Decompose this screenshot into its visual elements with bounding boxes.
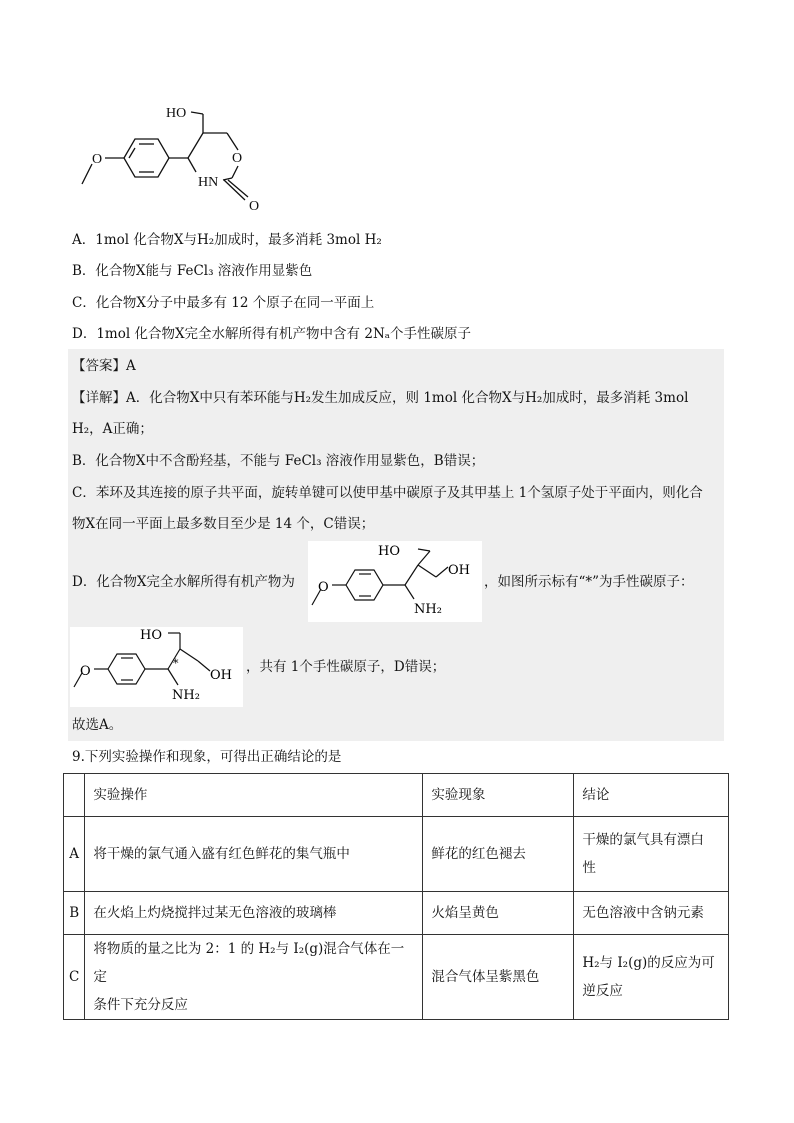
hn-label: HN	[198, 175, 219, 190]
question-9-stem: 9.下列实验操作和现象，可得出正确结论的是	[72, 749, 342, 765]
detail-line-6b: ，如图所示标有“*”为手性碳原子：	[484, 574, 694, 590]
chiral-oh-label: OH	[210, 668, 232, 683]
option-b: B．化合物X能与 FeCl₃ 溶液作用显紫色	[72, 263, 313, 279]
conclusion-line: 逆反应	[582, 983, 623, 999]
chiral-product-structure	[70, 627, 243, 707]
row-label: A	[64, 817, 85, 892]
phenomenon-cell: 混合气体呈紫黑色	[423, 935, 574, 1020]
detail-line-7: ，共有 1个手性碳原子，D错误；	[246, 659, 446, 675]
experiment-table	[63, 773, 729, 1020]
operation-line: 条件下充分反应	[93, 997, 188, 1013]
table-header-cell: 结论	[574, 774, 729, 817]
option-d: D．1mol 化合物X完全水解所得有机产物中含有 2Nₐ个手性碳原子	[72, 326, 471, 342]
option-a: A．1mol 化合物X与H₂加成时，最多消耗 3mol H₂	[72, 232, 382, 248]
operation-line: 将物质的量之比为 2：1 的 H₂与 I₂(g)混合气体在一定	[93, 941, 405, 985]
option-c: C．化合物X分子中最多有 12 个原子在同一平面上	[72, 295, 375, 311]
detail-line-4: C．苯环及其连接的原子共平面，旋转单键可以使甲基中碳原子及其甲基上 1个氢原子处于平面内，则化合	[72, 485, 703, 501]
product-ho-label: HO	[378, 544, 400, 559]
detail-line-3: B．化合物X中不含酚羟基，不能与 FeCl₃ 溶液作用显紫色，B错误；	[72, 453, 485, 469]
detail-line-6a: D．化合物X完全水解所得有机产物为	[72, 574, 295, 590]
table-row	[64, 935, 729, 1020]
phenomenon-cell: 火焰呈黄色	[423, 892, 574, 935]
conclusion-line: H₂与 I₂(g)的反应为可	[582, 955, 715, 971]
row-label: C	[64, 935, 85, 1020]
detail-line-2: H₂，A正确；	[72, 421, 153, 437]
row-label: B	[64, 892, 85, 935]
operation-cell	[85, 935, 423, 1020]
conclusion-cell	[574, 817, 729, 892]
conclusion-line: 干燥的氯气具有漂白	[582, 832, 704, 848]
methoxy-o-label: O	[92, 152, 103, 167]
conclusion-cell	[574, 935, 729, 1020]
table-row	[64, 817, 729, 892]
compound-x-structure	[72, 100, 272, 218]
table-header-cell: 实验操作	[85, 774, 423, 817]
answer-label: 【答案】A	[72, 358, 136, 374]
table-header-row	[64, 774, 729, 817]
hydrolysis-product-structure	[308, 541, 482, 622]
conclusion-cell: 无色溶液中含钠元素	[574, 892, 729, 935]
phenomenon-cell: 鲜花的红色褪去	[423, 817, 574, 892]
chiral-ho-label: HO	[140, 628, 162, 643]
operation-cell: 将干燥的氯气通入盛有红色鲜花的集气瓶中	[85, 817, 423, 892]
chiral-nh2-label: NH₂	[172, 688, 200, 703]
table-header-cell	[64, 774, 85, 817]
detail-line-8: 故选A。	[72, 717, 123, 733]
ho-label: HO	[166, 106, 187, 121]
operation-cell: 在火焰上灼烧搅拌过某无色溶液的玻璃棒	[85, 892, 423, 935]
chiral-star-label: *	[173, 657, 179, 670]
table-row	[64, 892, 729, 935]
product-nh2-label: NH₂	[414, 602, 442, 617]
chiral-o-label: O	[80, 664, 91, 679]
detail-line-5: 物X在同一平面上最多数目至少是 14 个，C错误；	[72, 516, 375, 532]
product-oh-label: OH	[448, 563, 470, 578]
carbonyl-o-label: O	[249, 199, 260, 214]
detail-line-1: 【详解】A．化合物X中只有苯环能与H₂发生加成反应，则 1mol 化合物X与H₂加成时，最多消耗 3mol	[72, 390, 689, 406]
ring-o-label: O	[232, 151, 243, 166]
table-header-cell: 实验现象	[423, 774, 574, 817]
conclusion-line: 性	[582, 860, 596, 876]
product-o-label: O	[318, 580, 329, 595]
